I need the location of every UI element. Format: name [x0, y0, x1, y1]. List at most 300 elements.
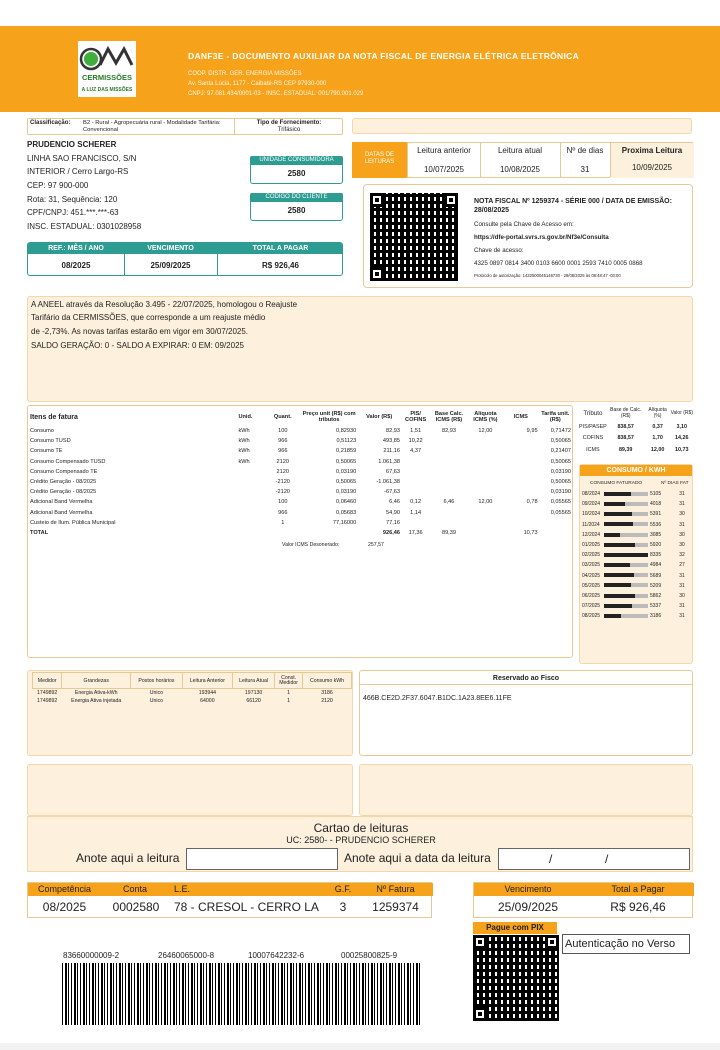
table-cell: 966: [278, 448, 288, 455]
table-cell: 3,10: [676, 423, 688, 430]
table-cell: 2120: [276, 468, 289, 475]
history-month: 04/2025: [582, 572, 601, 579]
table-cell: kWh: [238, 428, 250, 435]
invoice-items-table: [29, 408, 572, 538]
table-cell: Unico: [149, 698, 164, 704]
history-row: [582, 530, 692, 540]
history-bar-track: [604, 492, 648, 496]
svg-text:A LUZ DAS MISSÕES: A LUZ DAS MISSÕES: [81, 87, 133, 93]
table-cell: Energia Ativa injetada: [71, 698, 122, 704]
table-cell: -2120: [275, 489, 290, 496]
due-value: 25/09/2025: [497, 900, 559, 914]
table-cell: kWh: [238, 448, 250, 455]
history-days: 30: [679, 511, 685, 518]
table-cell: 0,06460: [336, 499, 357, 506]
table-cell: [401, 457, 430, 467]
table-cell: 64000: [200, 698, 215, 704]
history-kwh: 5689: [650, 572, 662, 579]
table-cell: [430, 508, 468, 518]
history-days: 31: [679, 521, 685, 528]
history-days: 31: [679, 572, 685, 579]
column-header: Preço unit (R$) com tributos: [302, 411, 356, 423]
customer-city: INTERIOR / Cerro Largo-RS: [27, 167, 129, 176]
history-bar-cell: [604, 591, 650, 601]
table-cell: PIS/PASEP: [579, 423, 607, 430]
history-bar: [604, 553, 648, 557]
history-bar-track: [604, 533, 648, 537]
reserved-box: [359, 670, 693, 756]
history-bar-track: [604, 604, 648, 608]
column-header: Leitura Atual: [233, 673, 275, 689]
current-reading-label: Leitura atual: [497, 146, 543, 155]
total-cell: 10,73: [523, 529, 538, 536]
table-cell: 0,05565: [550, 499, 571, 506]
barcode-group: 83660000009-2: [63, 951, 120, 960]
notice-line: de -2,73%. As novas tarifas estarão em vigor em 30/07/2025.: [31, 327, 249, 336]
taxes-box: [579, 405, 693, 461]
history-row: [582, 550, 692, 560]
table-cell: [503, 446, 538, 456]
history-days: 31: [679, 501, 685, 508]
history-bar-cell: [604, 509, 650, 519]
barcode-icon[interactable]: [62, 963, 422, 1025]
table-cell: -2120: [275, 479, 290, 486]
table-cell: COFINS: [582, 435, 604, 442]
history-month: 12/2024: [582, 531, 601, 538]
history-bar-cell: [604, 611, 650, 621]
table-cell: [430, 467, 468, 477]
table-cell: 493,85: [382, 438, 401, 445]
history-bar: [604, 573, 634, 577]
column-header: Quant.: [273, 414, 292, 420]
table-cell: 89,39: [618, 446, 633, 453]
divider: [234, 119, 235, 134]
reserved-code: 466B.CE2D.2F37.6047.B1DC.1A23.8EE6.11FE: [363, 695, 512, 702]
history-bar-track: [604, 553, 648, 557]
table-cell: Adicional Band Vermelha: [30, 499, 93, 506]
table-cell: 10,73: [675, 446, 689, 453]
table-cell: 0,78: [526, 499, 538, 506]
table-cell: 0,51123: [336, 438, 357, 445]
history-bar: [604, 583, 631, 587]
invoice-title: NOTA FISCAL Nº 1259374 - SÉRIE 000 / DATA DE EMISSÃO: 28/08/2025: [474, 198, 672, 214]
readings-label: DATAS DE LEITURAS: [364, 152, 395, 165]
column-header: Nº Fatura: [358, 883, 433, 896]
history-days: 31: [679, 582, 685, 589]
history-bar-cell: [604, 581, 650, 591]
history-month: 07/2025: [582, 603, 601, 610]
table-cell: 966: [278, 438, 288, 445]
table-cell: [468, 436, 503, 446]
table-row: [29, 436, 572, 446]
reference-value: 08/2025: [61, 261, 91, 270]
icms-desonerado-value: 257,57: [368, 542, 384, 548]
table-cell: [237, 487, 264, 497]
table-cell: 1.061,38: [378, 458, 401, 465]
history-days: 31: [679, 613, 685, 620]
le-value: 78 - CRESOL - CERRO LA: [174, 900, 319, 914]
table-cell: [503, 508, 538, 518]
table-cell: 82,93: [441, 428, 456, 435]
table-row: [579, 444, 693, 456]
column-header: G.F.: [328, 883, 358, 896]
history-month: 02/2025: [582, 552, 601, 559]
table-cell: 0,21859: [336, 448, 357, 455]
supply-type-value: Trifásico: [277, 127, 301, 133]
barcode-group: 00025800825-9: [341, 951, 398, 960]
history-bar-cell: [604, 571, 650, 581]
history-kwh: 5862: [650, 592, 662, 599]
qr-code-icon[interactable]: [370, 193, 458, 281]
history-month: 08/2025: [582, 613, 601, 620]
history-bar-cell: [604, 499, 650, 509]
table-cell: [468, 508, 503, 518]
customer-state-registration: INSC. ESTADUAL: 0301028958: [27, 222, 142, 231]
readings-box: [407, 142, 693, 178]
history-bar: [604, 533, 620, 537]
total-cell: [539, 528, 572, 538]
history-row: [582, 571, 692, 581]
invoice-number-value: 1259374: [372, 900, 419, 914]
reference-strip: [27, 242, 343, 276]
history-days: 30: [679, 531, 685, 538]
history-bar: [604, 563, 630, 567]
account-value: 0002580: [112, 900, 160, 914]
divider: [217, 254, 218, 276]
table-cell: Consumo Compensado TE: [30, 468, 98, 475]
customer-name: PRUDENCIO SCHERER: [27, 140, 117, 149]
table-cell: 0,05683: [336, 509, 357, 516]
column-header: Alíquota ICMS (%): [473, 411, 498, 423]
client-code-value: 2580: [250, 202, 343, 221]
table-cell: [430, 436, 468, 446]
history-days: 31: [679, 603, 685, 610]
days-value: 31: [580, 165, 590, 174]
table-cell: kWh: [238, 458, 250, 465]
table-cell: [503, 436, 538, 446]
invoice-items-box: [27, 405, 573, 658]
total-label: TOTAL: [30, 529, 49, 536]
history-kwh: 3186: [650, 613, 662, 620]
table-cell: 838,57: [617, 435, 634, 442]
history-row: [582, 520, 692, 530]
table-cell: 0,82930: [336, 428, 357, 435]
gf-value: 3: [339, 900, 347, 914]
payment-stub-due: [473, 882, 693, 918]
table-row: [29, 508, 572, 518]
table-cell: 0,50065: [550, 458, 571, 465]
history-month: 06/2025: [582, 592, 601, 599]
history-kwh: 5209: [650, 582, 662, 589]
history-row: [582, 499, 692, 509]
pix-label: Pague com PIX: [473, 922, 557, 934]
history-bar-track: [604, 594, 648, 598]
consumption-table: [582, 489, 692, 621]
authentication-box: Autenticação no Verso: [562, 934, 690, 954]
icms-desonerado-label: Valor ICMS Desonerado:: [282, 542, 340, 548]
history-month: 01/2025: [582, 542, 601, 549]
date-separator: /: [605, 852, 609, 866]
classification-value: B2 - Rural - Agropecuária rural - Modalidade Tarifária: Convencional: [83, 120, 221, 133]
column-header: Valor (R$): [670, 410, 693, 416]
reserved-title: Reservado ao Fisco: [360, 671, 692, 685]
history-month: 10/2024: [582, 511, 601, 518]
table-cell: kWh: [238, 438, 250, 445]
history-kwh: 5391: [650, 511, 662, 518]
table-cell: 54,90: [386, 509, 401, 516]
current-reading-value: 10/08/2025: [499, 165, 541, 174]
consult-url[interactable]: https://dfe-portal.svrs.rs.gov.br/Nf3e/Consulta: [474, 234, 609, 241]
table-cell: [503, 467, 538, 477]
history-days: 30: [679, 592, 685, 599]
column-header: ICMS: [513, 414, 528, 420]
consumer-unit-box: [250, 156, 343, 185]
previous-reading-label: Leitura anterior: [417, 146, 471, 155]
table-row: [579, 433, 693, 445]
history-bar-track: [604, 583, 648, 587]
history-kwh: 4984: [650, 562, 662, 569]
days-label: Nº de dias: [566, 146, 604, 155]
history-month: 11/2024: [582, 521, 600, 528]
history-bar-cell: [604, 520, 650, 530]
total-cell: [468, 528, 503, 538]
consult-text: Consulte pela Chave de Acesso em:: [474, 221, 574, 228]
table-cell: 100: [278, 428, 288, 435]
table-cell: [503, 487, 538, 497]
history-days: 27: [679, 562, 685, 569]
history-bar-track: [604, 563, 648, 567]
total-pay-label: Total a Pagar: [582, 883, 694, 896]
history-row: [582, 509, 692, 519]
due-date-value: 25/09/2025: [150, 261, 191, 270]
blank-panel: [352, 118, 692, 134]
payment-stub: [27, 882, 432, 918]
history-bar-cell: [604, 489, 650, 499]
client-code-box: [250, 193, 343, 222]
history-kwh: 5105: [650, 491, 662, 498]
table-cell: [401, 467, 430, 477]
history-month: 03/2025: [582, 562, 601, 569]
column-header: Competência: [28, 883, 101, 896]
total-pay-value: R$ 926,46: [610, 900, 666, 914]
column-header: Alíquota (%): [648, 407, 667, 419]
consumer-unit-label: UNIDADE CONSUMIDORA: [250, 156, 343, 165]
history-days: 30: [679, 542, 685, 549]
date-separator: /: [549, 852, 553, 866]
table-cell: 1749892: [37, 698, 58, 704]
table-cell: 10,22: [408, 438, 423, 445]
table-cell: 0,05565: [550, 509, 571, 516]
table-cell: 12,00: [478, 499, 493, 506]
table-row: [29, 426, 572, 436]
document-title: DANF3E - DOCUMENTO AUXILIAR DA NOTA FISCAL DE ENERGIA ELÉTRICA ELETRÔNICA: [188, 51, 580, 61]
table-row: [29, 477, 572, 487]
table-cell: 6,46: [389, 499, 401, 506]
table-row: [33, 689, 352, 698]
table-cell: 0,50065: [336, 458, 357, 465]
consumption-title: CONSUMO / KWH: [580, 465, 692, 476]
table-cell: Consumo TUSD: [30, 438, 71, 445]
history-kwh: 3085: [650, 531, 662, 538]
history-days: 31: [679, 491, 685, 498]
history-kwh: 4018: [650, 501, 662, 508]
history-bar: [604, 604, 632, 608]
history-bar-cell: [604, 601, 650, 611]
table-cell: 0,50065: [336, 479, 357, 486]
consumption-history-box: [579, 464, 693, 664]
total-cell: 17,36: [408, 529, 423, 536]
table-cell: 1,14: [410, 509, 422, 516]
table-cell: 0,03190: [336, 489, 357, 496]
table-cell: 82,93: [386, 428, 401, 435]
history-bar-cell: [604, 530, 650, 540]
table-cell: -1.061,38: [376, 479, 401, 486]
history-days: 32: [679, 552, 685, 559]
table-cell: [237, 477, 264, 487]
pix-qr-code-icon[interactable]: [473, 935, 559, 1021]
blank-panel: [359, 764, 693, 816]
table-cell: 1749892: [37, 690, 58, 696]
table-cell: 0,03190: [336, 468, 357, 475]
column-header: CONSUMO FATURADO: [590, 481, 643, 486]
table-cell: Energia Ativa-kWh: [74, 690, 118, 696]
table-cell: 211,16: [383, 448, 401, 455]
table-row: [29, 457, 572, 467]
history-bar: [604, 492, 631, 496]
barcode-group: 26460065000-8: [158, 951, 215, 960]
history-row: [582, 581, 692, 591]
meters-table: [32, 672, 352, 705]
table-cell: [430, 487, 468, 497]
access-key-label: Chave de acesso:: [474, 247, 524, 254]
table-cell: 1,70: [652, 435, 663, 442]
table-row: [29, 497, 572, 507]
taxes-table: [579, 405, 693, 456]
table-cell: 9,95: [526, 428, 538, 435]
table-cell: [401, 487, 430, 497]
table-cell: [401, 477, 430, 487]
divider: [480, 143, 481, 177]
company-cnpj: CNPJ: 97.081.434/0001-03 - INSC. ESTADUAL: 001/790.001.029: [188, 91, 364, 97]
table-cell: [468, 446, 503, 456]
table-cell: Adicional Band Vermelha: [30, 509, 93, 516]
history-month: 08/2024: [582, 491, 601, 498]
table-cell: [503, 457, 538, 467]
classification-box: [27, 118, 343, 135]
table-cell: 77,16000: [332, 519, 357, 526]
table-cell: [503, 518, 538, 528]
table-cell: 66120: [246, 698, 261, 704]
svg-text:CERMISSÕES: CERMISSÕES: [81, 73, 133, 82]
table-cell: [237, 518, 264, 528]
history-kwh: 5920: [650, 542, 662, 549]
column-header: Grandezas: [62, 673, 131, 689]
history-bar-track: [604, 543, 648, 547]
column-header: Unid.: [238, 414, 253, 420]
customer-route: Rota: 31, Sequência: 120: [27, 195, 118, 204]
table-cell: Custeio de Ilum. Pública Municipal: [30, 519, 116, 526]
reading-note-label: Anote aqui a leitura: [76, 851, 180, 865]
reference-label: REF.: MÊS / ANO: [28, 243, 124, 254]
history-row: [582, 601, 692, 611]
table-cell: 1: [287, 690, 291, 696]
table-cell: [237, 497, 264, 507]
date-note-label: Anote aqui a data da leitura: [344, 851, 491, 865]
history-bar: [604, 512, 632, 516]
history-bar-cell: [604, 550, 650, 560]
history-bar-track: [604, 522, 648, 526]
total-label: TOTAL A PAGAR: [217, 243, 343, 254]
customer-cep: CEP: 97 900-000: [27, 181, 89, 190]
table-cell: 77,16: [386, 519, 401, 526]
reading-card-uc: UC: 2580- - PRUDENCIO SCHERER: [286, 835, 436, 845]
access-key: 4325 0897 0814 3400 0103 6600 0001 2593 7410 0005 0868: [474, 260, 643, 267]
table-cell: [430, 446, 468, 456]
reading-input[interactable]: [186, 848, 338, 870]
column-header: Valor (R$): [366, 414, 393, 420]
table-cell: 0,50065: [550, 438, 571, 445]
history-bar-track: [604, 512, 648, 516]
divider: [560, 143, 561, 177]
total-cell: 89,39: [441, 529, 456, 536]
column-header: Medidor: [33, 673, 62, 689]
table-cell: Crédito Geração - 08/2025: [30, 489, 97, 496]
column-header: Tarifa unit. (R$): [541, 411, 570, 423]
consumer-unit-value: 2580: [250, 165, 343, 184]
table-cell: 1,51: [410, 428, 422, 435]
total-value: R$ 926,46: [262, 261, 299, 270]
table-cell: 2120: [276, 458, 289, 465]
table-cell: 2120: [321, 698, 333, 704]
history-kwh: 5337: [650, 603, 662, 610]
invoice-box: [363, 184, 693, 288]
table-cell: 14,26: [675, 435, 689, 442]
column-header: Base de Calc. (R$): [610, 407, 642, 419]
table-cell: Unico: [149, 690, 164, 696]
column-header: Tributo: [583, 409, 603, 417]
column-header: Leitura Anterior: [182, 673, 232, 689]
table-cell: Crédito Geração - 08/2025: [30, 479, 97, 486]
table-cell: [468, 467, 503, 477]
table-row: [29, 446, 572, 456]
column-header: Nº DIAS FAT: [661, 481, 689, 486]
column-header: Const. Medidor: [275, 673, 303, 689]
column-header: Itens de fatura: [30, 413, 78, 421]
customer-cpf: CPF/CNPJ: 451.***.***-63: [27, 208, 119, 217]
column-header: Base Calc. ICMS (R$): [434, 411, 464, 423]
column-header: Postos horários: [131, 673, 183, 689]
column-header: Consumo kWh: [303, 673, 352, 689]
table-cell: [430, 477, 468, 487]
history-row: [582, 540, 692, 550]
table-cell: 193944: [198, 690, 217, 696]
date-input[interactable]: [498, 848, 690, 870]
table-cell: 1: [287, 698, 291, 704]
divider: [124, 254, 125, 276]
table-cell: [468, 518, 503, 528]
page-bottom-strip: [0, 1043, 720, 1050]
notice-panel: [27, 296, 693, 402]
table-cell: [430, 457, 468, 467]
table-cell: 4,37: [410, 448, 422, 455]
table-row: [33, 697, 352, 705]
authorization-protocol: Protocolo de autorização: 1432500045146730 - 28/08/2025 às 08:48:47 -03:00: [474, 273, 621, 278]
table-cell: 67,63: [386, 468, 401, 475]
table-cell: 12,00: [478, 428, 493, 435]
table-cell: 0,37: [652, 423, 663, 430]
table-row: [579, 421, 693, 433]
table-cell: 0,50065: [550, 479, 571, 486]
